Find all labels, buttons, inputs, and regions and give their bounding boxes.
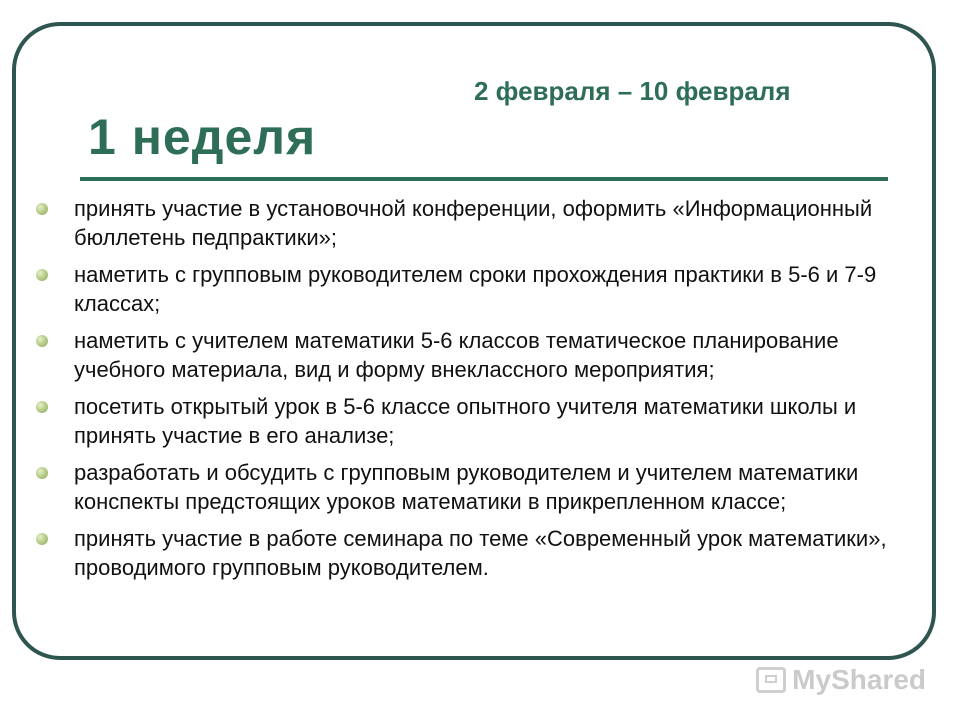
watermark-text: MyShared (792, 664, 926, 695)
bullet-dot-icon (36, 401, 48, 413)
myshared-logo-icon (756, 667, 786, 693)
list-item (36, 326, 926, 384)
list-item-text: наметить с учителем математики 5-6 классов тематическое планирование учебного материала, вид и форму внеклассного мероприятия; (74, 328, 839, 382)
list-item (36, 194, 926, 252)
bullet-dot-icon (36, 467, 48, 479)
page-title: 1 неделя (88, 109, 317, 165)
list-item-text: принять участие в работе семинара по теме «Современный урок математики», проводимого групповым руководителем. (74, 526, 887, 580)
list-item-text: наметить с групповым руководителем сроки прохождения практики в 5-6 и 7-9 классах; (74, 262, 877, 316)
list-item (36, 458, 926, 516)
bullet-dot-icon (36, 335, 48, 347)
title-underline (80, 177, 888, 181)
date-range: 2 февраля – 10 февраля (474, 76, 791, 106)
bullet-dot-icon (36, 203, 48, 215)
bullet-dot-icon (36, 269, 48, 281)
bullet-list (36, 194, 926, 590)
list-item-text: разработать и обсудить с групповым руководителем и учителем математики конспекты предстоящих уроков математики в прикрепленном классе; (74, 460, 859, 514)
list-item (36, 392, 926, 450)
list-item (36, 524, 926, 582)
watermark-logo (756, 664, 926, 696)
bullet-dot-icon (36, 533, 48, 545)
list-item-text: принять участие в установочной конференции, оформить «Информационный бюллетень педпрактики»; (74, 196, 873, 250)
list-item (36, 260, 926, 318)
list-item-text: посетить открытый урок в 5-6 классе опытного учителя математики школы и принять участие в его анализе; (74, 394, 857, 448)
